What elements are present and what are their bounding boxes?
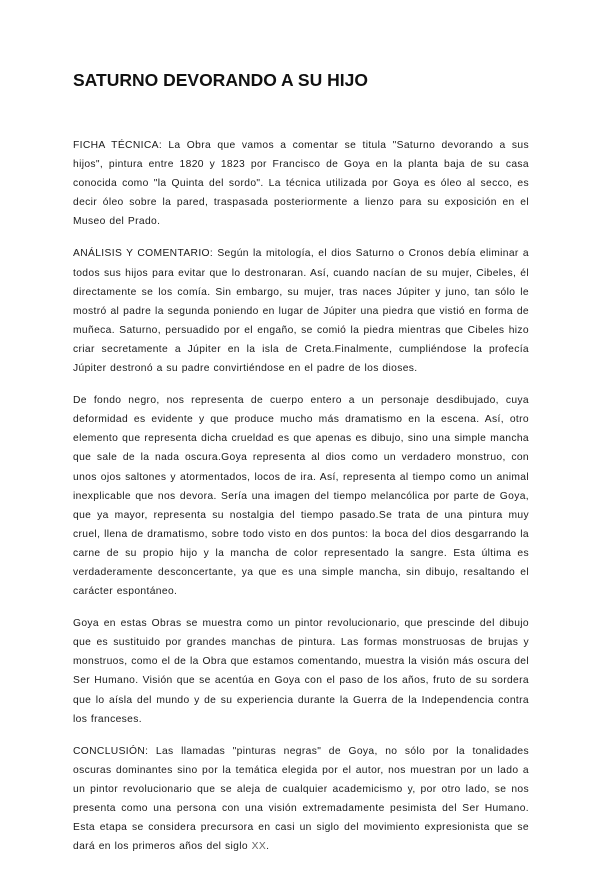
conclusion-text: CONCLUSIÓN: Las llamadas "pinturas negras" de Goya, no sólo por la tonalidades oscuras dominantes sino por la temática elegida por el autor, nos muestran por un lado a un pintor revolucionario que se aleja de cualquier academicismo y, por otro lado, se nos presenta como una persona con una visión extremadamente pesimista del Ser Humano. Esta etapa se considera precursora en casi un siglo del movimiento expresionista que se dará en los primeros años del siglo bbox=[73, 745, 529, 853]
paragraph-goya-revolucionario: Goya en estas Obras se muestra como un pintor revolucionario, que prescinde del dibujo que es sustituido por grandes manchas de pintura. Las formas monstruosas de brujas y monstruos, como el de la Obra que estamos comentando, muestra la visión más oscura del Ser Humano. Visión que se acentúa en Goya con el paso de los años, fruto de su sordera que lo aísla del mundo y de su experiencia durante la Guerra de la Independencia contra los franceses. bbox=[73, 618, 529, 725]
century-numeral: XX bbox=[251, 841, 267, 853]
paragraph-descripcion: De fondo negro, nos representa de cuerpo entero a un personaje desdibujado, cuya deformidad es evidente y que produce mucho más dramatismo en la escena. Así, otro elemento que representa dicha crueldad es que apenas es dibujo, sino una simple mancha que sale de la nada oscura.Goya representa al dios como un verdadero monstruo, con unos ojos saltones y atormentados, locos de ira. Así, representa al tiempo como un animal inexplicable que nos devora. Sería una imagen del tiempo melancólica por parte de Goya, que ya mayor, representa su nostalgia del tiempo pasado.Se trata de una pintura muy cruel, llena de dramatismo, sobre todo visto en dos puntos: la boca del dios desgarrando la carne de su propio hijo y la mancha de color representado la sangre. Esta última es verdaderamente desconcertante, ya que es una simple mancha, sin dibujo, resaltando el carácter espontáneo. bbox=[73, 395, 529, 598]
paragraph-conclusion bbox=[73, 742, 529, 857]
paragraph-ficha-tecnica: FICHA TÉCNICA: La Obra que vamos a comentar se titula "Saturno devorando a sus hijos", pintura entre 1820 y 1823 por Francisco de Goya en la planta baja de su casa conocida como "la Quinta del sordo". La técnica utilizada por Goya es óleo al secco, es decir óleo sobre la pared, traspasada posteriormente a lienzo para su exposición en el Museo del Prado. bbox=[73, 140, 529, 228]
paragraph-analisis-comentario: ANÁLISIS Y COMENTARIO: Según la mitología, el dios Saturno o Cronos debía eliminar a todos sus hijos para evitar que lo destronaran. Así, cuando nacían de su mujer, Cibeles, él directamente se los comía. Sin embargo, su mujer, tras naces Júpiter y juno, tan sólo le mostró al padre la segunda poniendo en lugar de Júpiter una piedra que vistió en forma de muñeca. Saturno, persuadido por el engaño, se comió la piedra mientras que Cibeles hizo criar secretamente a Júpiter en la isla de Creta.Finalmente, cumpliéndose la profecía Júpiter destronó a su padre convirtiéndose en el padre de los dioses. bbox=[73, 248, 529, 375]
conclusion-end: . bbox=[266, 841, 270, 853]
document-title: SATURNO DEVORANDO A SU HIJO bbox=[73, 70, 368, 90]
document-body bbox=[73, 136, 529, 869]
